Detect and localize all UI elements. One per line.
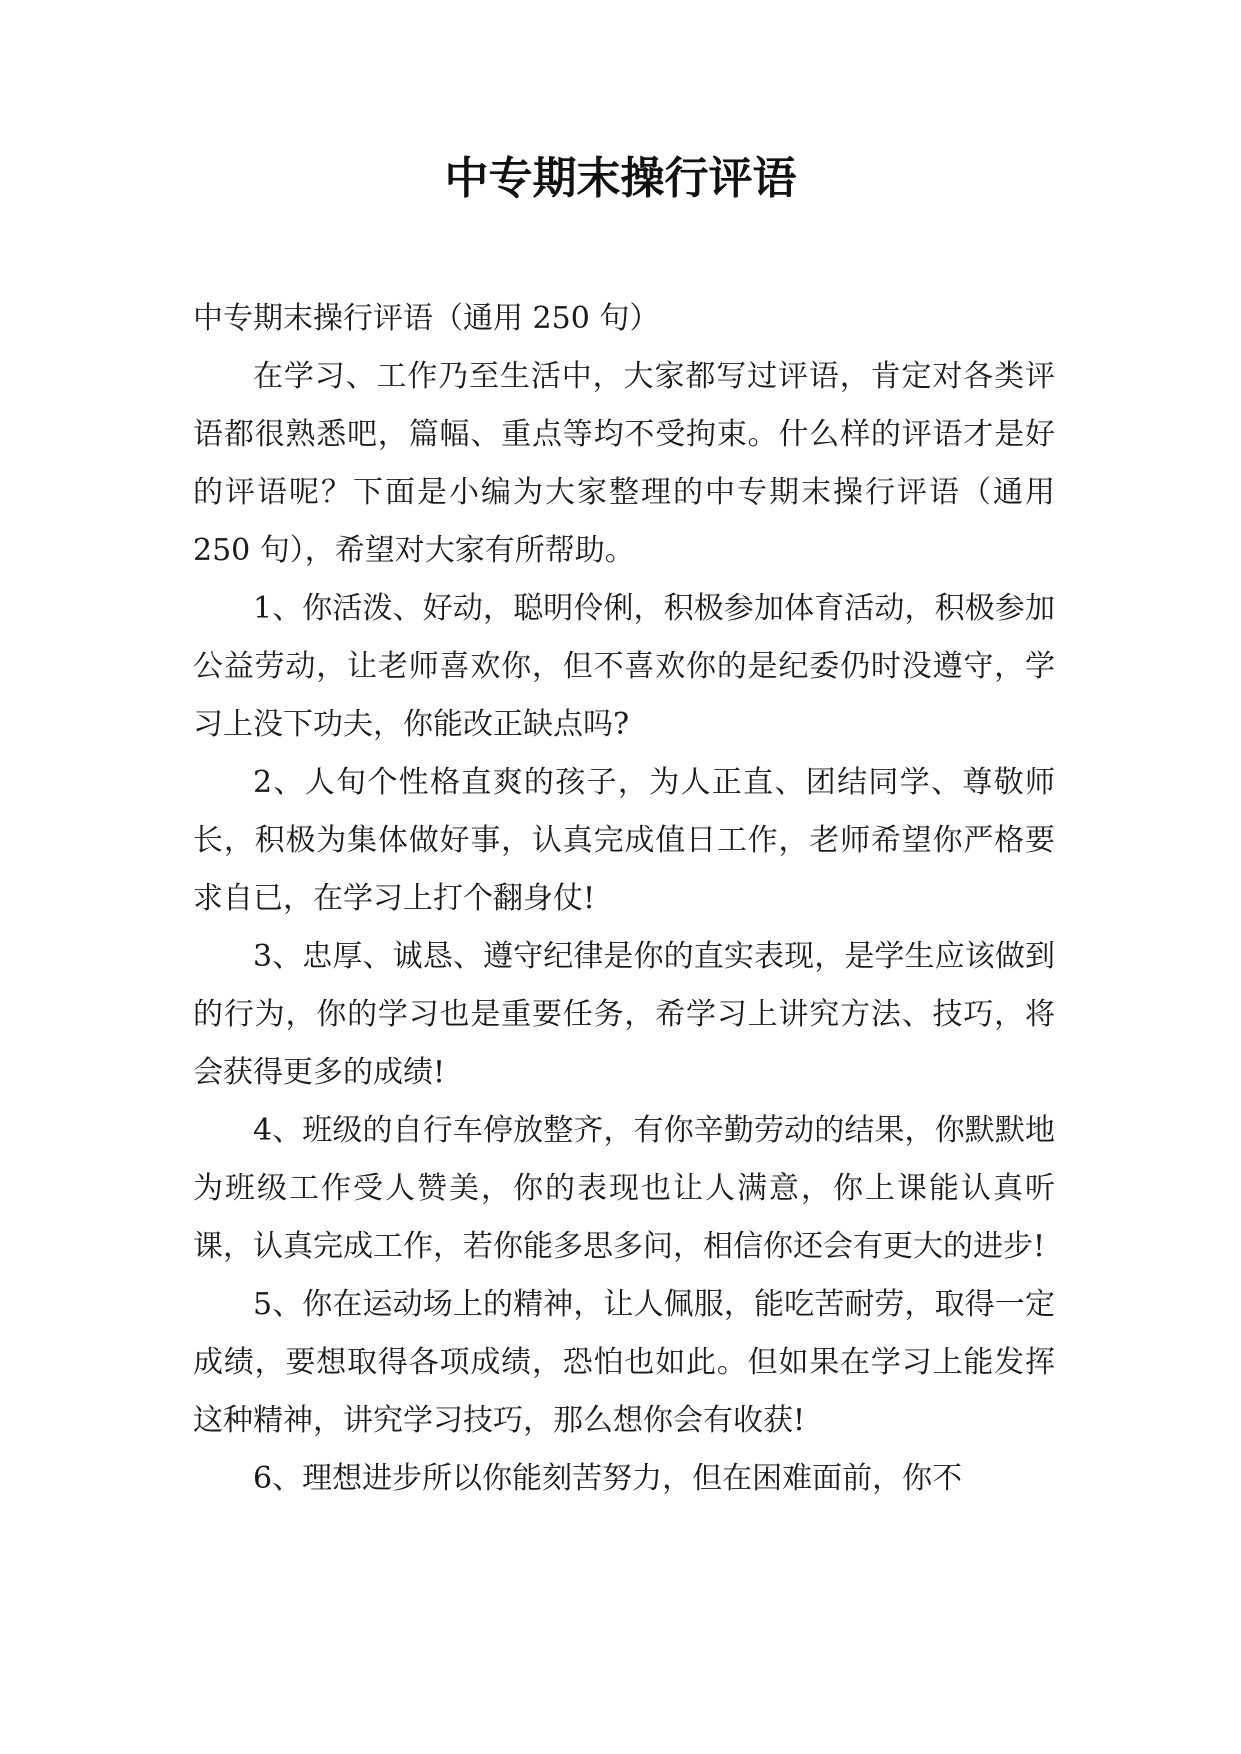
page-title: 中专期末操行评语 <box>444 153 797 204</box>
comment-paragraph-5: 5、你在运动场上的精神，让人佩服，能吃苦耐劳，取得一定成绩，要想取得各项成绩，恐怕也如此。但如果在学习上能发挥这种精神，讲究学习技巧，那么想你会有收获! <box>193 1287 1055 1438</box>
comment-paragraph-6: 6、理想进步所以你能刻苦努力，但在困难面前，你不 <box>253 1461 963 1496</box>
document-subtitle: 中专期末操行评语（通用 250 句） <box>193 301 660 336</box>
document-body <box>193 290 1055 1508</box>
comment-paragraph-1: 1、你活泼、好动，聪明伶俐，积极参加体育活动，积极参加公益劳动，让老师喜欢你，但不喜欢你的是纪委仍时没遵守，学习上没下功夫，你能改正缺点吗? <box>193 591 1055 742</box>
intro-paragraph: 在学习、工作乃至生活中，大家都写过评语，肯定对各类评语都很熟悉吧，篇幅、重点等均不受拘束。什么样的评语才是好的评语呢？下面是小编为大家整理的中专期末操行评语（通用 250 句），希望对大家有所帮助。 <box>193 359 1055 568</box>
comment-paragraph-4: 4、班级的自行车停放整齐，有你辛勤劳动的结果，你默默地为班级工作受人赞美，你的表现也让人满意，你上课能认真听课，认真完成工作，若你能多思多问，相信你还会有更大的进步! <box>193 1113 1055 1264</box>
comment-paragraph-3: 3、忠厚、诚恳、遵守纪律是你的直实表现，是学生应该做到的行为，你的学习也是重要任务，希学习上讲究方法、技巧，将会获得更多的成绩! <box>193 939 1055 1090</box>
comment-paragraph-2: 2、人旬个性格直爽的孩子，为人正直、团结同学、尊敬师长，积极为集体做好事，认真完成值日工作，老师希望你严格要求自已，在学习上打个翻身仗! <box>193 765 1055 916</box>
